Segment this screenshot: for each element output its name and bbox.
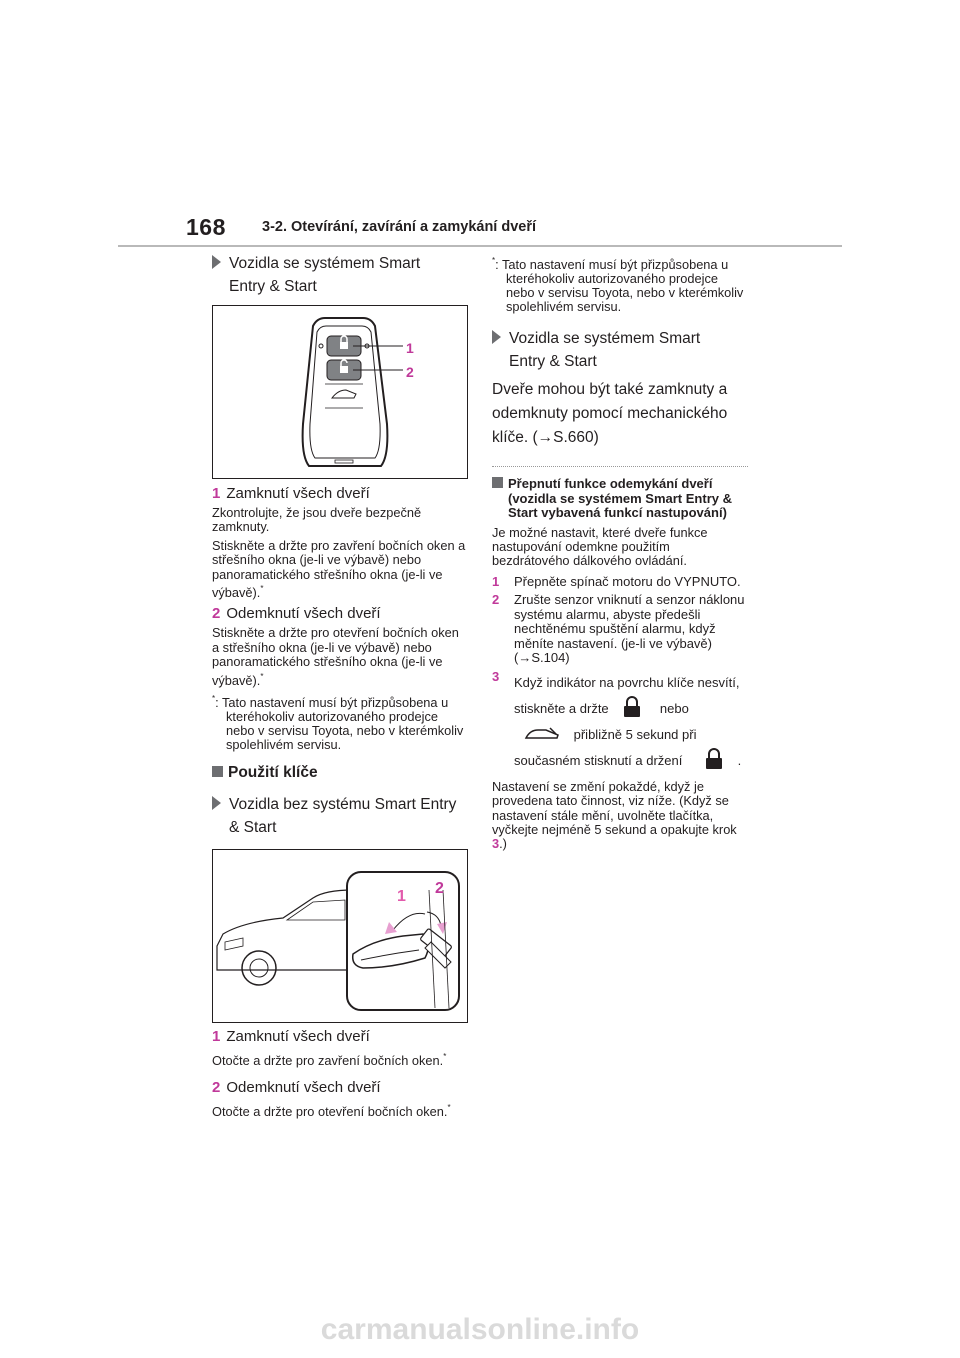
watermark: carmanualsonline.info	[320, 1313, 640, 1346]
item2-paragraph-1: Stiskněte a držte pro otevření bočních oken a střešního okna (je-li ve výbavě) nebo panoramatického střešního okna (je-li ve výbavě).*	[212, 625, 459, 688]
door-key-illustration	[213, 850, 467, 1022]
entry-intro: Je možné nastavit, které dveře funkce nastupování odemkne použitím bezdrátového dálkového ovládání.	[492, 524, 708, 569]
section-title: 3-2. Otevírání, zavírání a zamykání dveří	[262, 219, 537, 235]
item1-paragraph-1: Zkontrolujte, že jsou dveře bezpečně zamknuty.	[212, 505, 422, 535]
header-rule	[118, 245, 842, 247]
fig2-callout-1: 1	[397, 888, 406, 905]
triangle-marker-icon	[492, 330, 501, 344]
footnote-right: *: Tato nastavení musí být přizpůsobena u kteréhokoliv autorizovaného prodejce nebo v servisu Toyota, nebo v kterémkoliv spolehlivém servisu.	[492, 256, 744, 314]
item4-unlock-all: 2 Odemknutí všech dveří	[212, 1079, 381, 1097]
step-3: 3 Když indikátor na povrchu klíče nesvítí, stiskněte a držte nebo přibližně 5 sekund při současném stisknutí a držení .	[492, 668, 742, 768]
closing-paragraph: Nastavení se změní pokaždé, když je provedena tato činnost, viz níže. (Když se nastavení stále mění, uvolněte tlačítka, vyčkejte nejméně 5 sekund a opakujte krok 3.)	[492, 778, 737, 852]
lock-icon	[704, 748, 724, 770]
section-divider	[492, 466, 748, 467]
lock-icon	[622, 696, 642, 718]
heading-smart-entry: Vozidla se systémem Smart Entry & Start	[212, 253, 468, 297]
heading-no-smart-entry: Vozidla bez systému Smart Entry & Start	[212, 794, 468, 838]
fig2-callout-2: 2	[435, 880, 444, 897]
fig1-callout-1: 1	[406, 340, 414, 356]
fig1-callout-2: 2	[406, 364, 414, 380]
heading-key-use: Použití klíče	[212, 764, 468, 782]
page-number: 168	[186, 214, 226, 240]
right-column	[492, 254, 748, 852]
left-items-1	[212, 484, 468, 838]
trunk-open-icon	[524, 726, 560, 742]
step-2: 2 Zrušte senzor vniknutí a senzor náklonu systému alarmu, abyste předešli nechtěnému spuštění alarmu, když měníte nastavení. (je-li ve výbavě) (→S.104)	[492, 592, 745, 666]
square-marker-icon	[212, 766, 223, 777]
item4-paragraph: Otočte a držte pro otevření bočních oken.*	[212, 1103, 451, 1120]
figure-door-key	[212, 849, 468, 1023]
figure-smart-key	[212, 305, 468, 479]
mechanical-key-paragraph: Dveře mohou být také zamknuty a odemknuty pomocí mechanického klíče. (→S.660)	[492, 381, 728, 446]
item-unlock-all: 2 Odemknutí všech dveří	[212, 605, 381, 623]
left-items-2	[212, 1027, 468, 1120]
heading-smart-entry-right: Vozidla se systémem Smart Entry & Start	[492, 328, 748, 372]
left-column	[212, 253, 468, 297]
footnote-left: *: Tato nastavení musí být přizpůsobena u kteréhokoliv autorizovaného prodejce nebo v servisu Toyota, nebo v kterémkoliv spolehlivém servisu.	[212, 694, 464, 753]
square-marker-icon	[492, 477, 503, 488]
step-1: 1 Přepněte spínač motoru do VYPNUTO.	[492, 573, 741, 589]
item1-paragraph-2: Stiskněte a držte pro zavření bočních oken a střešního okna (je-li ve výbavě) nebo panoramatického střešního okna (je-li ve výbavě).*	[212, 537, 466, 601]
smart-key-illustration	[213, 306, 467, 478]
heading-entry-function: Přepnutí funkce odemykání dveří (vozidla se systémem Smart Entry & Start vybavená funkcí nastupování)	[492, 477, 748, 521]
triangle-marker-icon	[212, 796, 221, 810]
item3-lock-all: 1 Zamknutí všech dveří	[212, 1028, 370, 1045]
item-lock-all: 1 Zamknutí všech dveří	[212, 485, 370, 502]
item3-paragraph: Otočte a držte pro zavření bočních oken.*	[212, 1052, 447, 1068]
triangle-marker-icon	[212, 255, 221, 269]
